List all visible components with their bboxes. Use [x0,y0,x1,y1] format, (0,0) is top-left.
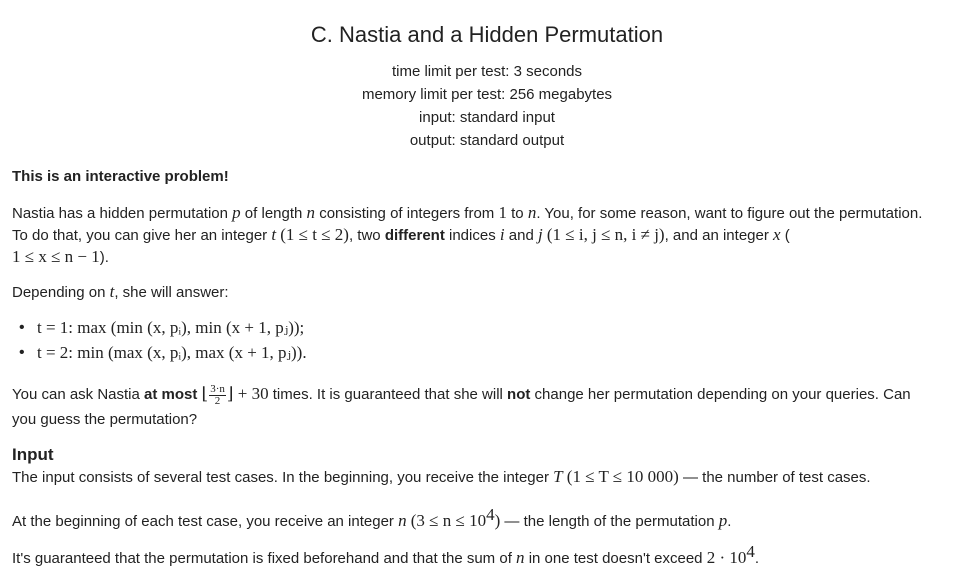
list-item [12,341,967,366]
text: . [727,513,732,530]
math-x: x [773,225,781,244]
math-n: n [398,511,407,530]
statement-paragraph-1 [12,202,967,268]
case-t2-formula: t = 2: min (max (x, pᵢ), max (x + 1, pⱼ)). [37,343,307,362]
math-close-paren: ) [494,511,501,530]
math-T: T [553,467,563,486]
text: ( [780,227,790,244]
input-line-2 [12,504,967,532]
text: ). [99,249,109,266]
text: , and an integer [664,227,774,244]
math-p: p [718,511,728,530]
math-t-range: (1 ≤ t ≤ 2) [280,225,349,244]
text: , two [348,227,385,244]
input-section-title: Input [12,445,54,464]
text: At the beginning of each test case, you receive an integer [12,513,399,530]
math-n: n [527,203,537,222]
bold-not: not [507,386,531,403]
bullet-icon: • [19,319,25,336]
text: in one test doesn't exceed [524,550,707,567]
bullet-icon: • [19,344,25,361]
text: Nastia has a hidden permutation [12,205,233,222]
bold-different: different [384,227,445,244]
text: . You, for some reason, want to figure out the permutation. [536,205,923,222]
math-ij-range: (1 ≤ i, j ≤ n, i ≠ j) [546,225,665,244]
text: you guess the permutation? [12,411,198,428]
math-1: 1 [498,203,507,222]
text: of length [240,205,307,222]
text: to [506,205,528,222]
text: indices [444,227,500,244]
case-t1-formula: t = 1: max (min (x, pᵢ), min (x + 1, pⱼ)); [37,318,305,337]
list-item [12,316,967,341]
text: and [504,227,538,244]
math-sum-limit: 2 · 10 [706,548,747,567]
math-n-range: (3 ≤ n ≤ 10 [410,511,487,530]
text: Depending on [12,284,110,301]
text: — the number of test cases. [678,469,871,486]
interactive-notice-text: This is an interactive problem! [12,168,229,185]
math-x-range: 1 ≤ x ≤ n − 1 [12,247,100,266]
input-line-1 [12,466,967,488]
statement-paragraph-3 [12,381,967,432]
statement-paragraph-2 [12,281,967,303]
text: consisting of integers from [315,205,499,222]
time-limit: time limit per test: 3 seconds [391,63,583,80]
text: The input consists of several test cases. In the beginning, you receive the integer [12,469,554,486]
math-n: n [306,203,316,222]
text: It's guaranteed that the permutation is fixed beforehand and that the sum of [12,550,517,567]
math-plus-30: + 30 [233,384,269,403]
text: To do that, you can give her an integer [12,227,272,244]
text: — the length of the permutation [500,513,719,530]
math-t: t [271,225,277,244]
math-p: p [232,203,241,222]
bold-at-most: at most [144,386,198,403]
floor-close: ⌋ [226,384,234,403]
memory-limit: memory limit per test: 256 megabytes [361,86,613,103]
math-T-range: (1 ≤ T ≤ 10 000) [566,467,679,486]
text: You can ask Nastia [12,386,145,403]
answer-cases-list [12,316,967,366]
text: change her permutation depending on your queries. Can [530,386,911,403]
math-t: t [109,282,115,301]
interactive-notice [12,166,967,187]
output-spec: output: standard output [409,132,565,149]
fraction-3n-over-2 [209,384,226,407]
text: times. It is guaranteed that she will [268,386,508,403]
text: . [754,550,760,567]
fraction-denominator: 2 [214,394,221,407]
math-i: i [499,225,505,244]
text: , she will answer: [114,284,229,301]
input-spec: input: standard input [419,109,555,126]
math-exponent: 4 [486,505,495,524]
problem-title: C. Nastia and a Hidden Permutation [310,22,664,47]
fraction-numerator: 3·n [210,382,225,395]
problem-header [0,20,974,152]
input-line-3 [12,541,967,569]
math-j: j [537,225,543,244]
floor-open: ⌊ [201,384,209,403]
math-exponent: 4 [746,542,755,561]
math-n: n [516,548,525,567]
